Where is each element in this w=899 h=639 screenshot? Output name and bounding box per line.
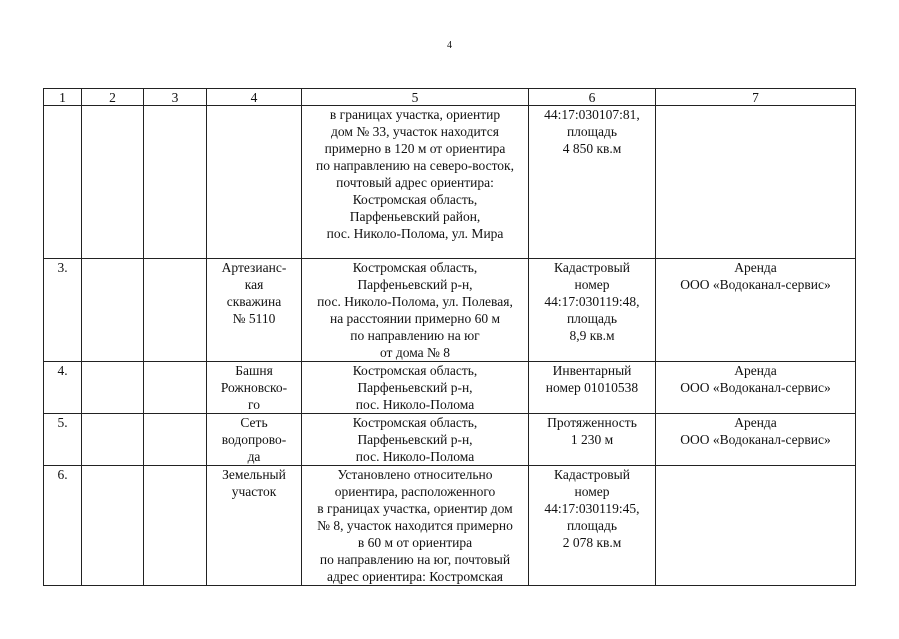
address-cell: [302, 106, 529, 259]
address-line: примерно в 120 м от ориентира: [324, 141, 506, 156]
address-line: на расстоянии примерно 60 м: [329, 311, 501, 326]
header-col-4: 4: [207, 89, 302, 106]
name-line: водопрово-: [221, 432, 287, 447]
object-name-cell: [207, 362, 302, 414]
row-number: 6.: [57, 467, 68, 482]
address-line: от дома № 8: [379, 345, 451, 360]
ident-line: Кадастровый: [554, 260, 630, 275]
ident-line: Кадастровый: [554, 467, 630, 482]
name-line: участок: [231, 484, 277, 499]
encumbrance-cell: [656, 362, 856, 414]
col-3-cell: [144, 259, 207, 362]
ident-line: 44:17:030119:45,: [544, 501, 640, 516]
address-cell: [302, 466, 529, 586]
encumbrance-line: Аренда: [734, 363, 777, 378]
ident-line: номер 01010538: [545, 380, 639, 395]
ident-line: Протяженность: [547, 415, 637, 430]
name-line: го: [248, 397, 260, 412]
name-line: скважина: [226, 294, 282, 309]
name-line: Артезианс-: [221, 260, 287, 275]
col-3-cell: [144, 414, 207, 466]
col-3-cell: [144, 466, 207, 586]
address-line: пос. Николо-Полома, ул. Мира: [326, 226, 504, 241]
address-line: дом № 33, участок находится: [331, 124, 499, 139]
header-col-7: 7: [656, 89, 856, 106]
ident-line: 44:17:030107:81,: [544, 107, 640, 122]
table-row: [44, 259, 856, 362]
address-line: в границах участка, ориентир дом: [317, 501, 513, 516]
col-2-cell: [82, 106, 144, 259]
ident-line: 44:17:030119:48,: [544, 294, 640, 309]
row-number-cell: [44, 466, 82, 586]
name-line: № 5110: [232, 311, 276, 326]
property-register-table: [43, 88, 856, 586]
name-line: да: [247, 449, 261, 464]
col-2-cell: [82, 362, 144, 414]
address-line: почтовый адрес ориентира:: [336, 175, 494, 190]
encumbrance-line: ООО «Водоканал-сервис»: [680, 432, 831, 447]
col-2-cell: [82, 466, 144, 586]
ident-line: площадь: [566, 124, 618, 139]
address-line: Парфеньевский р-н,: [357, 380, 473, 395]
object-name-cell: [207, 259, 302, 362]
encumbrance-line: Аренда: [734, 260, 777, 275]
ident-line: 2 078 кв.м: [562, 535, 622, 550]
row-number: 3.: [57, 260, 68, 275]
address-line: в границах участка, ориентир: [329, 107, 501, 122]
address-line: пос. Николо-Полома: [355, 397, 475, 412]
address-line: в 60 м от ориентира: [357, 535, 473, 550]
col-3-cell: [144, 106, 207, 259]
address-cell: [302, 414, 529, 466]
table-row: [44, 362, 856, 414]
identifier-cell: [529, 362, 656, 414]
encumbrance-cell: [656, 466, 856, 586]
encumbrance-cell: [656, 106, 856, 259]
name-line: кая: [244, 277, 264, 292]
name-line: Земельный: [222, 467, 286, 482]
row-number: 4.: [57, 363, 68, 378]
object-name-cell: [207, 106, 302, 259]
identifier-cell: [529, 414, 656, 466]
ident-line: 1 230 м: [570, 432, 614, 447]
header-col-1: 1: [44, 89, 82, 106]
row-number-cell: [44, 106, 82, 259]
header-row: [44, 89, 856, 106]
address-line: пос. Николо-Полома: [355, 449, 475, 464]
page-number: 4: [447, 40, 452, 51]
identifier-cell: [529, 106, 656, 259]
ident-line: площадь: [566, 518, 618, 533]
address-line: Костромская область,: [352, 415, 478, 430]
table-row: [44, 414, 856, 466]
header-col-3: 3: [144, 89, 207, 106]
object-name-cell: [207, 414, 302, 466]
identifier-cell: [529, 466, 656, 586]
address-line: Установлено относительно: [337, 467, 493, 482]
ident-line: номер: [574, 277, 610, 292]
address-line: по направлению на северо-восток,: [316, 158, 514, 173]
address-line: по направлению на юг: [350, 328, 480, 343]
encumbrance-line: Аренда: [734, 415, 777, 430]
address-line: Костромская область,: [352, 260, 478, 275]
address-line: Парфеньевский р-н,: [357, 432, 473, 447]
row-number-cell: [44, 414, 82, 466]
row-number: 5.: [57, 415, 68, 430]
name-line: Рожновско-: [220, 380, 288, 395]
ident-line: Инвентарный: [552, 363, 632, 378]
col-2-cell: [82, 259, 144, 362]
header-col-2: 2: [82, 89, 144, 106]
address-line: Костромская область,: [352, 192, 478, 207]
row-number-cell: [44, 362, 82, 414]
encumbrance-cell: [656, 259, 856, 362]
object-name-cell: [207, 466, 302, 586]
encumbrance-line: ООО «Водоканал-сервис»: [680, 380, 831, 395]
address-line: ориентира, расположенного: [334, 484, 496, 499]
col-3-cell: [144, 362, 207, 414]
address-line: по направлению на юг, почтовый: [319, 552, 511, 567]
ident-line: номер: [574, 484, 610, 499]
col-2-cell: [82, 414, 144, 466]
encumbrance-cell: [656, 414, 856, 466]
encumbrance-line: ООО «Водоканал-сервис»: [680, 277, 831, 292]
header-col-5: 5: [302, 89, 529, 106]
ident-line: 4 850 кв.м: [562, 141, 622, 156]
table-row: [44, 106, 856, 259]
ident-line: площадь: [566, 311, 618, 326]
identifier-cell: [529, 259, 656, 362]
address-line: адрес ориентира: Костромская: [326, 569, 504, 584]
ident-line: 8,9 кв.м: [569, 328, 615, 343]
header-col-6: 6: [529, 89, 656, 106]
address-line: Парфеньевский р-н,: [357, 277, 473, 292]
address-line: Костромская область,: [352, 363, 478, 378]
address-line: пос. Николо-Полома, ул. Полевая,: [317, 294, 513, 309]
address-cell: [302, 362, 529, 414]
name-line: Башня: [235, 363, 273, 378]
address-line: № 8, участок находится примерно: [317, 518, 513, 533]
table-row: [44, 466, 856, 586]
row-number-cell: [44, 259, 82, 362]
address-cell: [302, 259, 529, 362]
address-line: Парфеньевский район,: [349, 209, 481, 224]
name-line: Сеть: [240, 415, 268, 430]
